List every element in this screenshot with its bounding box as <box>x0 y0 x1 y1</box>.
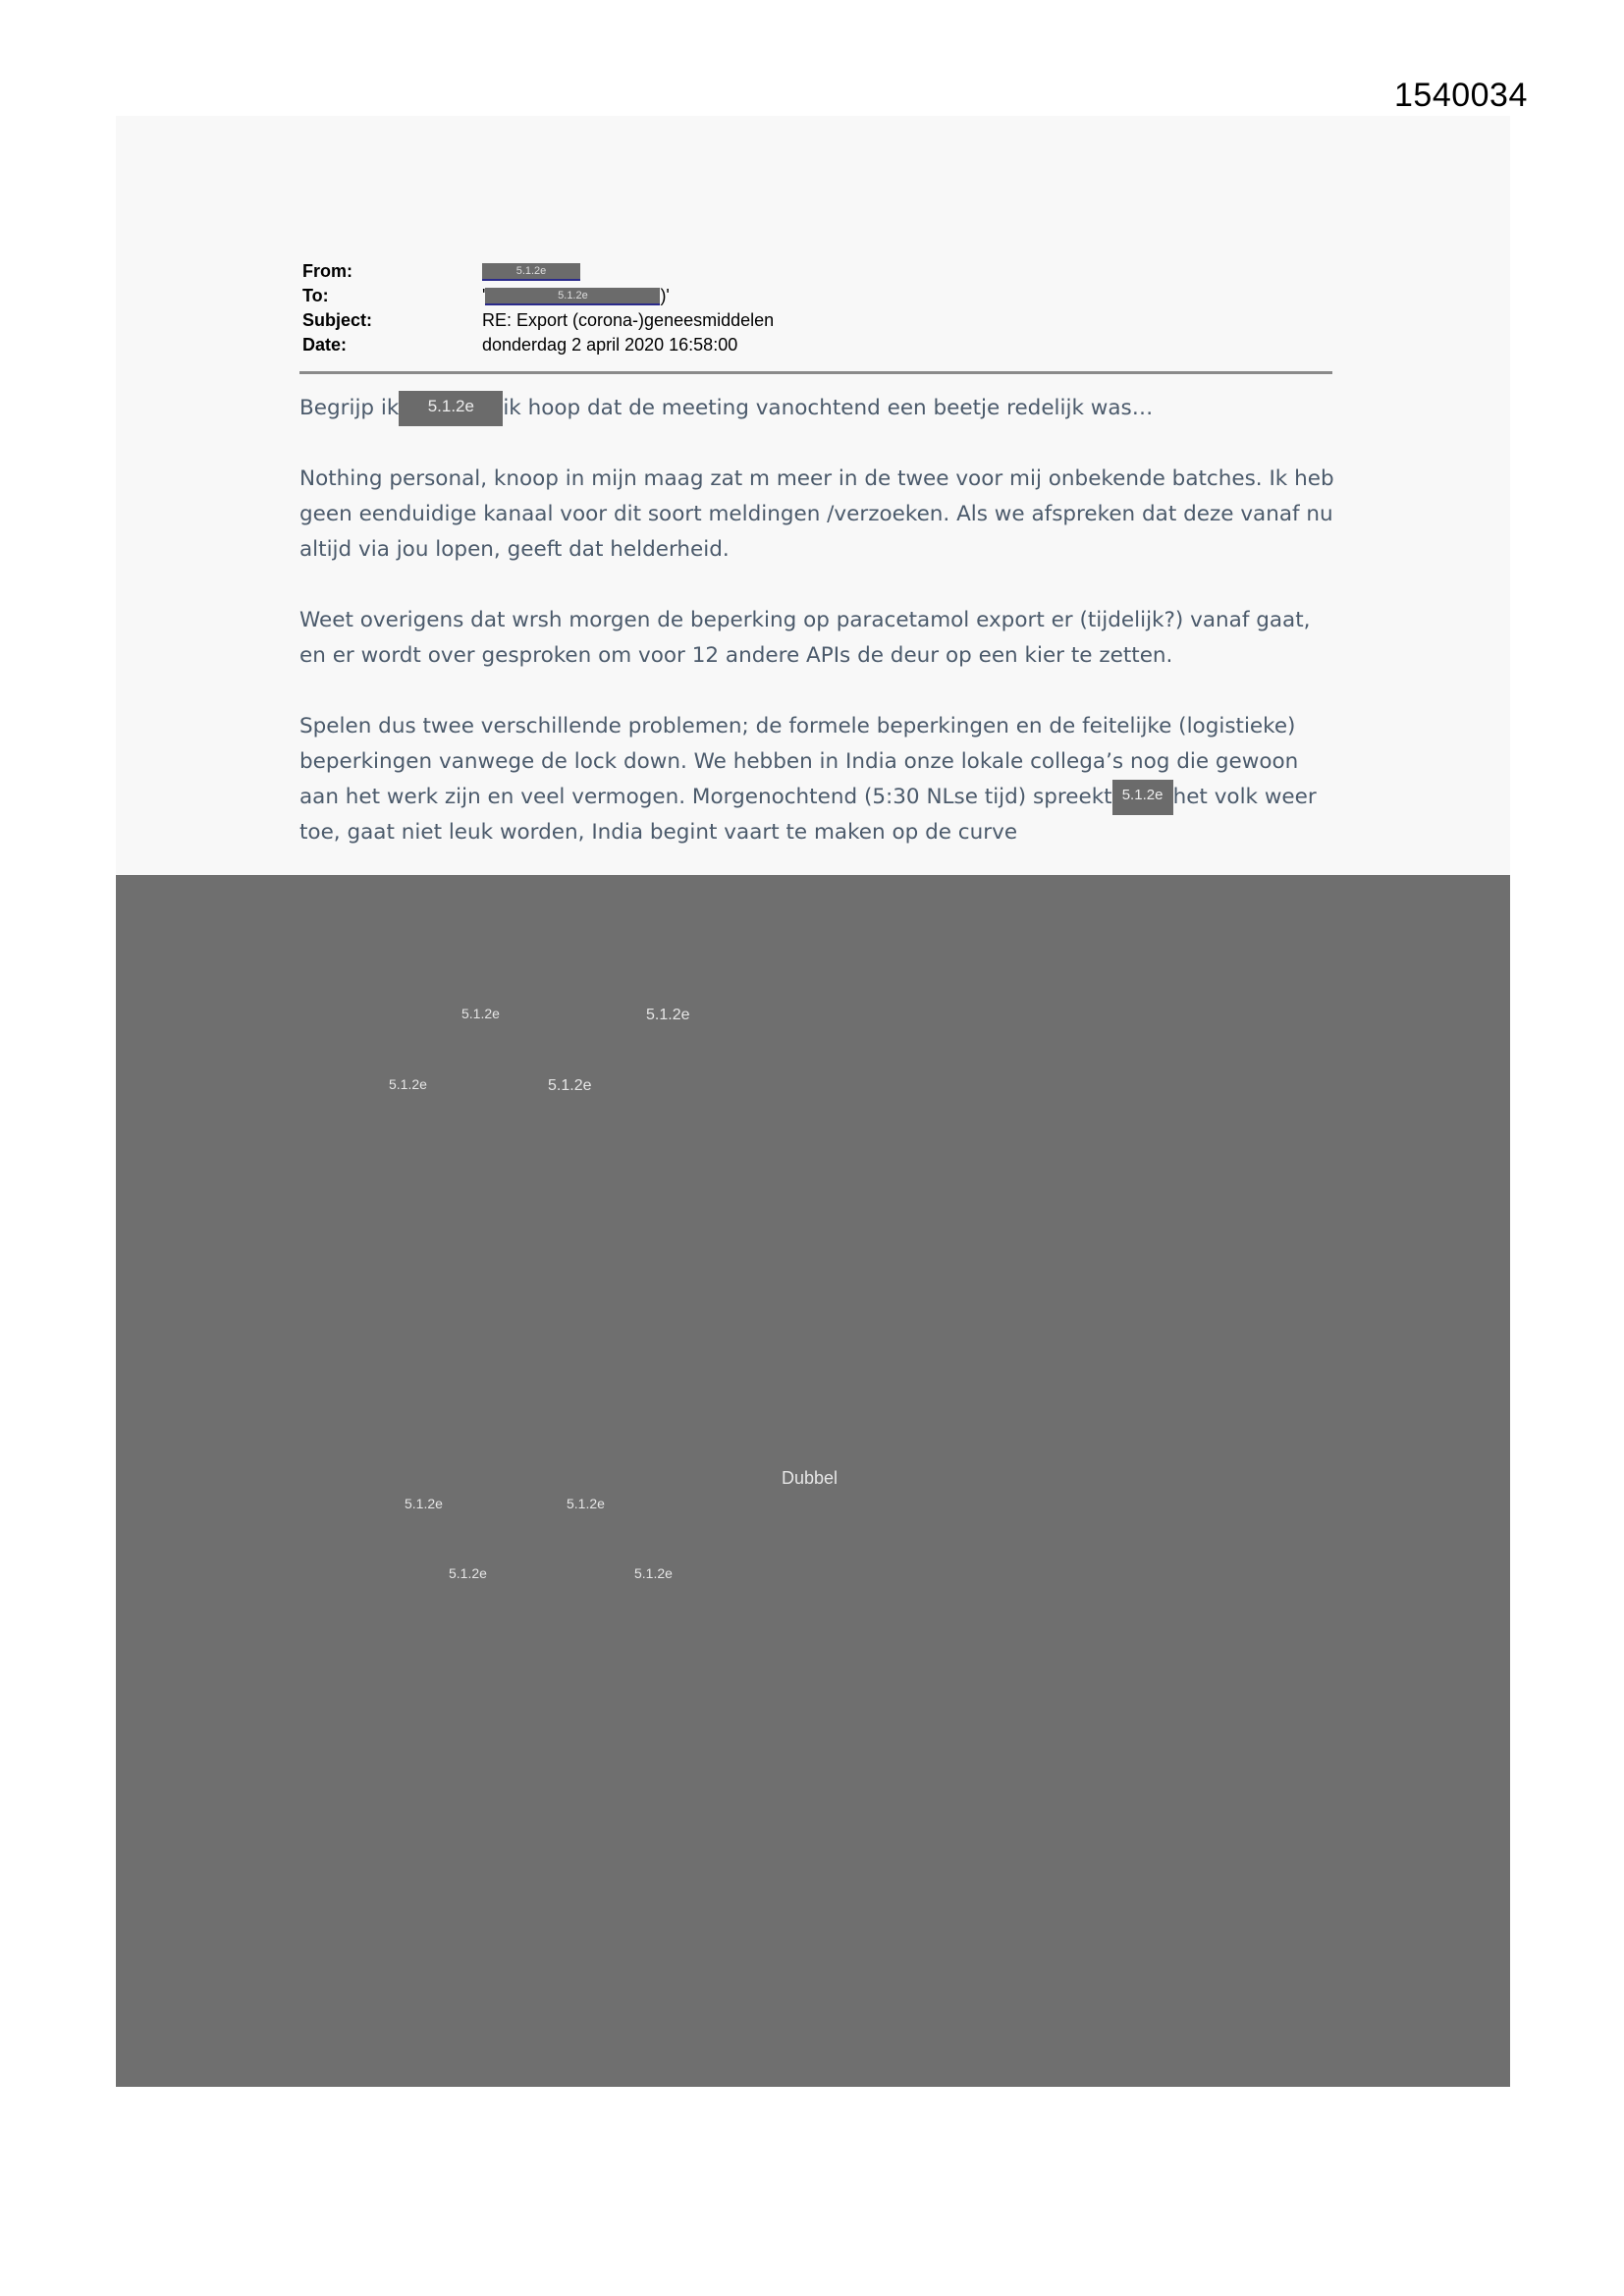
to-label: To: <box>302 286 329 305</box>
dubbel-label: Dubbel <box>782 1468 839 1488</box>
redaction-label: 5.1.2e <box>567 1496 605 1511</box>
redaction-label: 5.1.2e <box>405 1496 443 1511</box>
header-from-row <box>302 259 774 284</box>
header-subject-row <box>302 308 774 333</box>
header-divider <box>299 371 1332 374</box>
body-paragraph-3: Weet overigens dat wrsh morgen de beperking op paracetamol export er (tijdelijk?) vanaf gaat, en er wordt over gesproken om voor 12 andere APIs de deur op een kier te zetten. <box>299 608 1311 668</box>
email-header <box>302 259 774 357</box>
p1-text-before: Begrijp ik <box>299 396 400 420</box>
from-redaction: 5.1.2e <box>482 263 580 281</box>
redaction-label: 5.1.2e <box>389 1076 427 1092</box>
redaction-label: 5.1.2e <box>548 1077 592 1094</box>
date-label: Date: <box>302 335 348 355</box>
body-paragraph-1 <box>299 391 1340 426</box>
redaction-label: 5.1.2e <box>634 1565 673 1581</box>
from-label: From: <box>302 261 352 281</box>
redacted-block <box>116 875 1510 2087</box>
redaction-label: 5.1.2e <box>646 1007 690 1023</box>
body-paragraph-4 <box>299 709 1340 850</box>
header-to-row <box>302 284 774 308</box>
date-value: donderdag 2 april 2020 16:58:00 <box>482 335 738 355</box>
to-prefix: ' <box>482 286 486 305</box>
body-paragraph-2: Nothing personal, knoop in mijn maag zat m meer in de twee voor mij onbekende batches. Ik heb geen eenduidige kanaal voor dit soort meldingen /verzoeken. Als we afspreken dat deze vanaf nu altijd via jou lopen, geeft dat helderheid. <box>299 466 1334 562</box>
redaction-label: 5.1.2e <box>461 1006 500 1021</box>
subject-value: RE: Export (corona-)geneesmiddelen <box>482 310 775 330</box>
to-redaction: 5.1.2e <box>485 288 660 305</box>
header-date-row <box>302 333 774 357</box>
subject-label: Subject: <box>302 310 373 330</box>
p4-text-before: Spelen dus twee verschillende problemen; de formele beperkingen en de feitelijke (logistieke) beperkingen vanwege de lock down. We hebben in India onze lokale collega’s nog die gewoon aan het werk zijn en veel vermogen. Morgenochtend (5:30 NLse tijd) spreekt <box>299 714 1299 809</box>
to-suffix: )' <box>660 286 670 305</box>
p1-text-after: ik hoop dat de meeting vanochtend een beetje redelijk was… <box>503 396 1154 420</box>
inline-redaction: 5.1.2e <box>399 391 503 426</box>
redaction-label: 5.1.2e <box>449 1565 487 1581</box>
document-number: 1540034 <box>1394 77 1528 114</box>
email-body <box>299 391 1340 886</box>
p4-text-after: het volk weer toe, gaat niet leuk worden, India begint vaart te maken op de curve <box>299 785 1317 845</box>
inline-redaction: 5.1.2e <box>1112 780 1173 815</box>
